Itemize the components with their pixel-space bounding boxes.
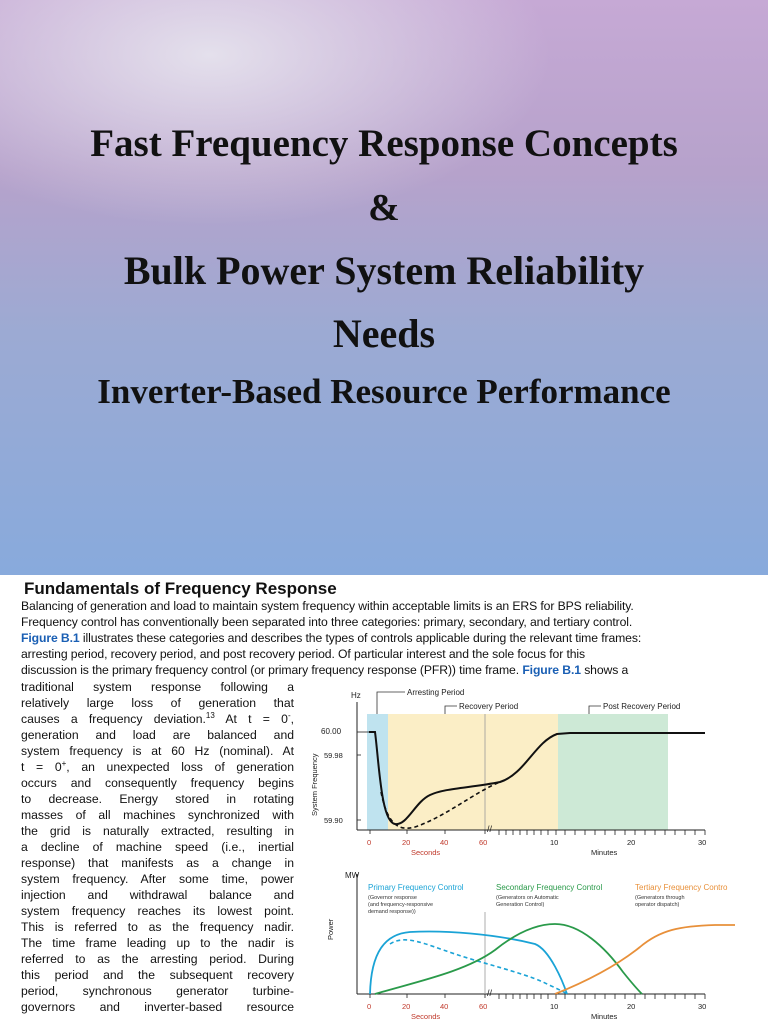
secondary-control-curve (375, 924, 642, 994)
x-label-seconds-bottom: Seconds (411, 1012, 441, 1021)
x-tick-20-min-bottom: 20 (627, 1002, 636, 1011)
x-label-seconds: Seconds (411, 848, 441, 857)
column-line: this period and the subsequent recovery (21, 968, 294, 982)
document-excerpt (15, 576, 768, 1024)
paragraph-line: Frequency control has conventionally been separated into three categories: primary, secondary, and tertiary control. (21, 615, 633, 629)
recovery-period-band (388, 714, 558, 830)
column-line: to decrease. Energy stored in rotating (21, 792, 294, 806)
footnote-reference: 13 (205, 710, 215, 720)
label-post-recovery-period: Post Recovery Period (603, 702, 681, 711)
x-tick-0: 0 (367, 838, 372, 847)
figure-reference-link[interactable]: Figure B.1 (522, 663, 581, 677)
x-tick-0-bottom: 0 (367, 1002, 372, 1011)
legend-primary-sub3: demand response)) (368, 909, 416, 915)
x-tick-30-min-bottom: 30 (698, 1002, 707, 1011)
axis-break-mark: // (487, 824, 493, 834)
column-line: occurs and consequently frequency begins (21, 776, 294, 790)
x-tick-60: 60 (479, 838, 488, 847)
column-line: period, synchronous generator turbine- (21, 984, 294, 998)
column-line: system frequency is at 60 Hz (nominal). At (21, 744, 294, 758)
y-unit-mw: MW (345, 871, 360, 880)
top-chart (310, 688, 706, 857)
slide-title-line-3: Bulk Power System Reliability (123, 248, 645, 293)
slide-subtitle: Inverter-Based Resource Performance (97, 372, 671, 411)
column-line: relatively large loss of generation that (21, 696, 294, 710)
legend-tertiary-sub2: operator dispatch) (635, 902, 680, 908)
column-line: t = 0+, an unexpected loss of generation (21, 758, 294, 774)
slide-title-line-4: Needs (332, 311, 436, 356)
y-tick-59-90: 59.90 (324, 816, 343, 825)
column-line: causes a frequency deviation.$^{13}$ At t = 0-, (21, 710, 295, 726)
svg-text://: // (487, 988, 493, 998)
column-line: a decline of machine speed (i.e., inertial (21, 840, 294, 854)
tertiary-control-curve (555, 925, 735, 994)
legend-primary-sub1: (Governor response (368, 895, 417, 901)
column-line: The time frame leading up to the nadir is (21, 936, 294, 950)
column-line: referred to as the arresting period. During (21, 952, 294, 966)
x-tick-20-min: 20 (627, 838, 636, 847)
column-line: response) that manifests as a change in (21, 856, 294, 870)
x-tick-10-bottom: 10 (550, 1002, 559, 1011)
legend-primary-sub2: (and frequency-responsive (368, 902, 434, 908)
x-tick-40: 40 (440, 838, 449, 847)
y-axis-label-power: Power (326, 918, 335, 940)
column-line: system frequency reaches its lowest point. (21, 904, 294, 918)
x-tick-20: 20 (402, 838, 411, 847)
x-tick-30-min: 30 (698, 838, 707, 847)
column-line: generation and load are balanced and (21, 728, 294, 742)
column-line: governors and inverter-based resource (21, 1000, 294, 1014)
legend-secondary-title: Secondary Frequency Control (496, 883, 603, 892)
figure-reference-link[interactable]: Figure B.1 (21, 631, 80, 645)
column-line: the grid is naturally extracted, resulting in (21, 824, 294, 838)
column-line: injection and withdrawal balance and (21, 888, 294, 902)
column-line: system frequency. After some time, power (21, 872, 294, 886)
x-tick-60-bottom: 60 (479, 1002, 488, 1011)
y-tick-60-00: 60.00 (321, 727, 342, 736)
post-recovery-period-band (558, 714, 668, 830)
x-tick-40-bottom: 40 (440, 1002, 449, 1011)
x-tick-10: 10 (550, 838, 559, 847)
legend-primary-title: Primary Frequency Control (368, 883, 464, 892)
paragraph-line: Figure B.1 illustrates these categories and describes the types of controls applicable during the relevant time frames: (21, 631, 642, 645)
y-axis-label-system-frequency: System Frequency (310, 753, 319, 816)
y-tick-59-98: 59.98 (324, 751, 343, 760)
column-line: traditional system response following a (21, 680, 294, 694)
bottom-chart (326, 871, 735, 1021)
legend-tertiary-title: Tertiary Frequency Contro (635, 883, 728, 892)
label-arresting-period: Arresting Period (407, 688, 465, 697)
label-recovery-period: Recovery Period (459, 702, 519, 711)
legend-tertiary-sub1: (Generators through (635, 895, 685, 901)
x-label-minutes: Minutes (591, 848, 618, 857)
paragraph-line: Balancing of generation and load to maintain system frequency within acceptable limits is an ERS for BPS reliability. (21, 599, 634, 613)
legend-secondary-sub2: Generation Control) (496, 902, 545, 908)
x-tick-20-bottom: 20 (402, 1002, 411, 1011)
figure-frequency-response (295, 682, 768, 1024)
document-heading: Fundamentals of Frequency Response (24, 579, 337, 598)
slide-title-line-1: Fast Frequency Response Concepts (90, 122, 678, 165)
slide-title-ampersand: & (368, 187, 400, 229)
legend-secondary-sub1: (Generators on Automatic (496, 895, 559, 901)
column-line: This is referred to as the frequency nadir. (21, 920, 294, 934)
paragraph-line: discussion is the primary frequency control (or primary frequency response (PFR)) time frame. Figure B.1 shows a (21, 663, 629, 677)
column-line: masses of all machines synchronized with (21, 808, 294, 822)
x-label-minutes-bottom: Minutes (591, 1012, 618, 1021)
paragraph-line: arresting period, recovery period, and post recovery period. Of particular interest and the sole focus for this (21, 647, 586, 661)
y-unit-hz: Hz (351, 691, 361, 700)
